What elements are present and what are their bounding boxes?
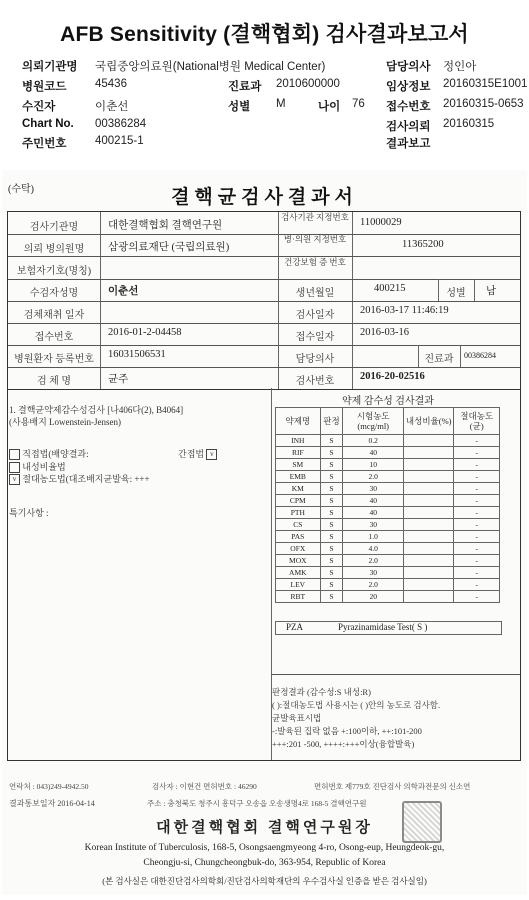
table-cell: 30 (343, 519, 404, 531)
table-cell: - (454, 495, 500, 507)
table-cell: S (320, 459, 343, 471)
rrn-value: 400215-1 (95, 135, 144, 147)
table-cell: - (454, 591, 500, 603)
grid-value: 삼광의료재단 (국립의료원) (108, 242, 230, 253)
table-cell: AMK (276, 567, 321, 579)
table-cell (403, 591, 453, 603)
table-cell: SM (276, 459, 321, 471)
patient-label: 수진자 (22, 101, 56, 113)
table-cell: S (320, 543, 343, 555)
table-cell (403, 459, 453, 471)
document-title: 결핵균검사결과서 (171, 187, 358, 208)
table-cell (403, 543, 453, 555)
table-cell (403, 555, 453, 567)
grid-label: 접수일자 (295, 332, 335, 343)
table-cell: - (454, 567, 500, 579)
table-cell: 2.0 (343, 471, 404, 483)
table-row (276, 459, 500, 471)
table-header: 판정 (320, 408, 343, 435)
special-notes-label: 특기사항 : (9, 508, 49, 518)
table-header: 약제명 (276, 408, 321, 435)
grid-label: 검사기관명 (29, 222, 79, 233)
table-cell: RIF (276, 447, 321, 459)
grid-label: 병·의원 지정번호 (283, 234, 347, 244)
grid-label: 수검자성명 (29, 288, 79, 299)
dept-label: 진료과 (228, 81, 262, 93)
clinical-label: 임상정보 (386, 81, 431, 93)
doctor-value: 정인아 (443, 61, 477, 73)
footer-license: 면허번호 제779호 진단검사 의학과전문의 신소연 (314, 782, 471, 791)
option-indirect: 간접법 v (178, 447, 217, 460)
table-row (276, 579, 500, 591)
option-ratio: 내성비율법 (9, 460, 66, 473)
table-cell: S (320, 435, 343, 447)
table-header: 내성비율(%) (403, 408, 453, 435)
clinical-value: 20160315E1001 (443, 78, 528, 90)
pza-value: Pyrazinamidase Test( S ) (338, 622, 428, 632)
table-cell: 0.2 (343, 435, 404, 447)
sex-value: M (276, 98, 286, 110)
drug-table-body (276, 435, 500, 603)
table-cell: - (454, 519, 500, 531)
sex-label: 성별 (228, 101, 251, 113)
grid-value: 2016-20-02516 (360, 371, 425, 382)
request-label: 검사의뢰 (386, 121, 431, 133)
grid-label: 보험자기호(명칭) (16, 266, 92, 277)
table-cell: - (454, 459, 500, 471)
pza-label: PZA (286, 622, 304, 632)
table-row (276, 531, 500, 543)
direct-checkbox (9, 449, 20, 460)
table-cell: - (454, 555, 500, 567)
table-cell: 2.0 (343, 579, 404, 591)
judgement-line: +++:201 -500, ++++:+++이상(융합발육) (272, 739, 415, 749)
table-cell: INH (276, 435, 321, 447)
judgement-line: -:발육된 집락 없음 +:100이하, ++:101-200 (272, 726, 422, 736)
table-cell: MOX (276, 555, 321, 567)
table-cell: - (454, 435, 500, 447)
table-row (276, 435, 500, 447)
grid-label: 검사번호 (295, 376, 335, 387)
grid-label: 접수번호 (34, 332, 74, 343)
table-cell: - (454, 531, 500, 543)
table-row (276, 471, 500, 483)
corner-mark: (수탁) (8, 184, 34, 195)
table-cell (403, 507, 453, 519)
table-row (276, 447, 500, 459)
drug-susceptibility-table (275, 407, 500, 603)
institute-address-en1: Korean Institute of Tuberculosis, 168-5, Osongsaengmyeong 4-ro, Osong-eup, Heungdeok-gu, (84, 843, 445, 853)
grid-label: 생년월일 (295, 288, 335, 299)
table-cell: S (320, 531, 343, 543)
table-cell: 30 (343, 483, 404, 495)
hospital-code-label: 병원코드 (22, 81, 67, 93)
indirect-checkbox: v (206, 449, 217, 460)
dept-value: 2010600000 (276, 78, 340, 90)
grid-label: 검 체 명 (37, 376, 71, 387)
table-row (276, 567, 500, 579)
option-absolute: v 절대농도법(대조배지균발육: +++ (9, 472, 150, 485)
rrn-label: 주민번호 (22, 138, 67, 150)
grid-value: 대한결핵협회 결핵연구원 (108, 220, 223, 231)
table-cell: 2.0 (343, 555, 404, 567)
institute-name-kr: 대한결핵협회 결핵연구원장 (156, 820, 373, 836)
judgement-line: 판정결과 (감수성:S 내성:R) (272, 687, 371, 697)
table-cell (403, 579, 453, 591)
table-cell: S (320, 471, 343, 483)
table-cell: S (320, 555, 343, 567)
table-cell (403, 447, 453, 459)
table-cell: 10 (343, 459, 404, 471)
report-title: AFB Sensitivity (결핵협회) 검사결과보고서 (60, 23, 469, 46)
grid-label: 성별 (446, 288, 466, 299)
table-header: 시험농도(mcg/ml) (343, 408, 404, 435)
patient-value: 이춘선 (95, 101, 129, 113)
grid-label: 진료과 (424, 354, 454, 365)
table-cell: S (320, 519, 343, 531)
institution-value: 국립중앙의료원(National병원 Medical Center) (95, 61, 326, 73)
table-cell (403, 519, 453, 531)
receipt-label: 접수번호 (386, 101, 431, 113)
table-row (276, 495, 500, 507)
age-label: 나이 (318, 101, 341, 113)
grid-label: 검체채취 일자 (23, 310, 85, 321)
report-date-label: 결과보고 (386, 138, 431, 150)
table-cell (403, 495, 453, 507)
table-cell: 4.0 (343, 543, 404, 555)
judgement-line: 균발육표시법 (272, 713, 322, 723)
table-cell: 30 (343, 567, 404, 579)
grid-value: 11000029 (360, 217, 402, 228)
table-row (276, 483, 500, 495)
pza-row (275, 621, 502, 635)
grid-value: 16031506531 (108, 349, 166, 360)
certification-note: (본 검사실은 대한진단검사의학회/진단검사의학재단의 우수검사실 인증을 받은 검사실임) (102, 876, 427, 886)
request-value: 20160315 (443, 118, 495, 130)
grid-value: 400215 (374, 283, 406, 294)
footer-phone: 연락처 : 043)249-4942.50 (9, 782, 89, 791)
table-cell: - (454, 579, 500, 591)
table-cell: S (320, 507, 343, 519)
grid-value: 이춘선 (108, 286, 139, 297)
grid-value: 2016-01-2-04458 (108, 327, 182, 338)
table-header: 절대농도(균) (454, 408, 500, 435)
footer-address: 주소 : 충청북도 청주시 흥덕구 오송읍 오송생명4로 168-5 결핵연구원 (147, 799, 367, 808)
table-cell: LEV (276, 579, 321, 591)
table-cell: S (320, 579, 343, 591)
option-direct: 직접법(배양결과: (9, 447, 89, 460)
table-cell: - (454, 447, 500, 459)
table-row (276, 555, 500, 567)
table-cell: - (454, 471, 500, 483)
table-cell: 20 (343, 591, 404, 603)
table-row (276, 591, 500, 603)
table-cell: PTH (276, 507, 321, 519)
table-cell: CPM (276, 495, 321, 507)
table-cell: PAS (276, 531, 321, 543)
table-cell: 1.0 (343, 531, 404, 543)
table-cell: - (454, 483, 500, 495)
grid-label: 병원환자 등록번호 (14, 354, 94, 365)
table-cell: - (454, 507, 500, 519)
table-row (276, 507, 500, 519)
result-table-title: 약제 감수성 검사결과 (342, 396, 434, 407)
table-cell: S (320, 495, 343, 507)
table-cell: S (320, 483, 343, 495)
table-cell (403, 471, 453, 483)
institute-address-en2: Cheongju-si, Chungcheongbuk-do, 363-954, Republic of Korea (143, 858, 386, 868)
hospital-code-value: 45436 (95, 78, 127, 90)
table-cell (403, 531, 453, 543)
age-value: 76 (352, 98, 365, 110)
table-cell: CS (276, 519, 321, 531)
grid-value: 2016-03-16 (360, 327, 409, 338)
table-cell: RBT (276, 591, 321, 603)
table-cell: 40 (343, 447, 404, 459)
grid-label: 의뢰 병의원명 (23, 244, 85, 255)
table-cell: 40 (343, 495, 404, 507)
doctor-label: 담당의사 (386, 61, 431, 73)
table-cell: S (320, 591, 343, 603)
footer-examiner: 검사자 : 이현건 면허번호 : 46290 (152, 782, 257, 791)
test-method-line1: 1. 결핵균약제감수성검사 [나406다(2), B4064] (9, 405, 184, 415)
table-cell: S (320, 447, 343, 459)
chart-value: 00386284 (95, 118, 147, 130)
chart-label: Chart No. (22, 118, 74, 130)
grid-label: 검사일자 (295, 310, 335, 321)
grid-label: 건강보험 증 번호 (284, 257, 346, 267)
grid-value: 균주 (108, 374, 129, 385)
table-row (276, 543, 500, 555)
table-cell: - (454, 543, 500, 555)
test-method-line2: (사용배지 Lowenstein-Jensen) (9, 417, 122, 427)
table-cell (403, 483, 453, 495)
institution-label: 의뢰기관명 (22, 61, 78, 73)
footer-report-date: 결과통보일자 2016-04-14 (9, 799, 95, 808)
table-cell: 40 (343, 507, 404, 519)
table-cell (403, 435, 453, 447)
grid-value: 11365200 (402, 239, 444, 250)
patient-info-grid (7, 211, 521, 390)
grid-value: 00386284 (464, 351, 496, 360)
scanned-result-document (2, 170, 527, 895)
table-cell: OFX (276, 543, 321, 555)
table-cell: S (320, 567, 343, 579)
table-cell (403, 567, 453, 579)
table-cell: KM (276, 483, 321, 495)
absolute-checkbox: v (9, 474, 20, 485)
grid-value: 2016-03-17 11:46:19 (360, 305, 449, 316)
judgement-line: ( ):절대농도법 사용시는 ( )안의 농도로 검사함. (272, 700, 441, 710)
grid-label: 검사기관 지정번호 (281, 212, 349, 222)
grid-label: 담당의사 (295, 354, 335, 365)
table-row (276, 519, 500, 531)
table-cell: EMB (276, 471, 321, 483)
grid-value: 남 (486, 286, 497, 297)
receipt-value: 20160315-0653 (443, 98, 524, 110)
